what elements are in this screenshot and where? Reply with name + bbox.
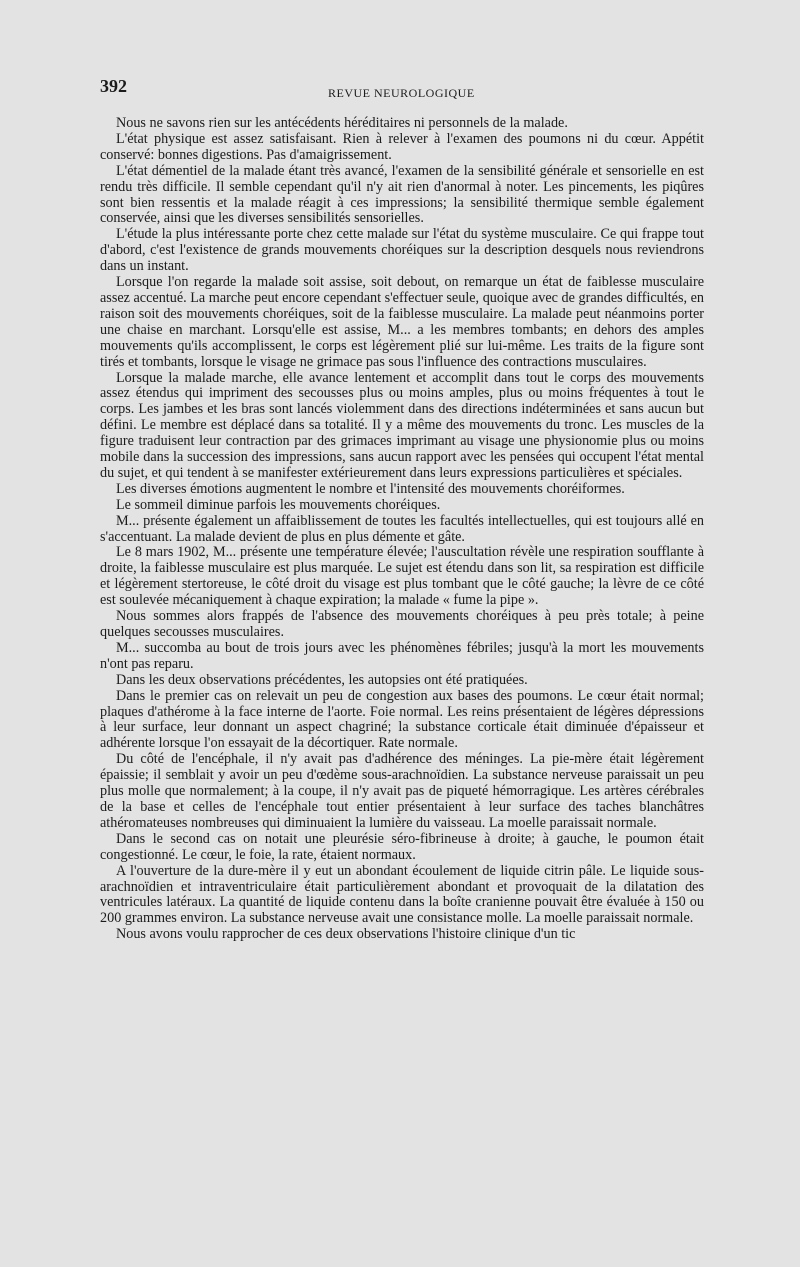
paragraph: Dans le premier cas on relevait un peu de congestion aux bases des poumons. Le cœur était normal; plaques d'athérome à la face interne de l'aorte. Foie normal. Les reins présentaient de légères dépressions à leur surface, leur donnant un aspect chagriné; la substance corticale était diminuée d'épaisseur et adhérente lorsque l'on essayait de la décortiquer. Rate normale. <box>100 687 704 752</box>
paragraph: Le 8 mars 1902, M... présente une température élevée; l'auscultation révèle une respiration soufflante à droite, la faiblesse musculaire est plus marquée. Le sujet est étendu dans son lit, sa respiration est difficile et légèrement stertoreuse, le côté droit du visage est plus tombant que le côté gauche; la lèvre de ce côté est soulevée mécaniquement à chaque expiration; la malade « fume la pipe ». <box>100 544 704 609</box>
paragraph: Lorsque la malade marche, elle avance lentement et accomplit dans tout le corps des mouvements assez étendus qui impriment des secousses plus ou moins amples, plus ou moins fréquentes à tout le corps. Les jambes et les bras sont lancés violemment dans des directions indéterminées et sans aucun but défini. Le membre est déplacé dans sa totalité. Il y a même des mouvements du tronc. Les muscles de la figure traduisent leur contraction par des grimaces imprimant au visage une physionomie plus ou moins mobile dans la succession des impressions, sans aucun rapport avec les pensées qui occupent l'état mental du sujet, et qui tendent à se manifester extérieurement dans leurs expressions particulières et spéciales. <box>100 369 704 481</box>
page-number: 392 <box>100 76 127 96</box>
paragraph: M... succomba au bout de trois jours avec les phénomènes fébriles; jusqu'à la mort les mouvements n'ont pas reparu. <box>100 639 704 672</box>
paragraph: Le sommeil diminue parfois les mouvements choréiques. <box>116 496 441 513</box>
paragraph: Dans les deux observations précédentes, les autopsies ont été pratiquées. <box>116 671 528 688</box>
paragraph: Nous avons voulu rapprocher de ces deux observations l'histoire clinique d'un tic <box>116 926 576 943</box>
paragraph: Les diverses émotions augmentent le nombre et l'intensité des mouvements choréiformes. <box>116 480 625 497</box>
running-head: REVUE NEUROLOGIQUE <box>328 86 475 100</box>
paragraph: M... présente également un affaiblissement de toutes les facultés intellectuelles, qui est toujours allé en s'accentuant. La malade devient de plus en plus démente et gâte. <box>100 512 704 545</box>
paragraph: Lorsque l'on regarde la malade soit assise, soit debout, on remarque un état de faiblesse musculaire assez accentué. La marche peut encore cependant s'effectuer seule, quoique avec de grandes difficultés, en raison soit des mouvements choréiques, soit de la faiblesse musculaire. La malade peut néanmoins porter une chaise en marchant. Lorsqu'elle est assise, M... a les membres tombants; en dehors des amples mouvements qu'ils accomplissent, le corps est légèrement plié sur lui-même. Les traits de la figure sont tirés et tombants, lorsque le visage ne grimace pas sous l'influence des contractions musculaires. <box>100 274 704 370</box>
paragraph: L'étude la plus intéressante porte chez cette malade sur l'état du système musculaire. Ce qui frappe tout d'abord, c'est l'existence de grands mouvements choréiques sur la description desquels nous reviendrons dans un instant. <box>100 226 704 275</box>
paragraph: Dans le second cas on notait une pleurésie séro-fibrineuse à droite; à gauche, le poumon était congestionné. Le cœur, le foie, la rate, étaient normaux. <box>100 830 704 863</box>
paragraph: Du côté de l'encéphale, il n'y avait pas d'adhérence des méninges. La pie-mère était légèrement épaissie; il semblait y avoir un peu d'œdème sous-arachnoïdien. La substance nerveuse paraissait un peu plus molle que normalement; à la coupe, il n'y avait pas de piqueté hémorragique. Les artères cérébrales de la base et celles de l'encéphale tout entier présentaient à leur surface des taches blanchâtres athéromateuses nombreuses qui diminuaient la lumière du vaisseau. La moelle paraissait normale. <box>100 751 704 831</box>
paragraph: L'état physique est assez satisfaisant. Rien à relever à l'examen des poumons ni du cœur. Appétit conservé: bonnes digestions. Pas d'amaigrissement. <box>100 130 704 163</box>
paragraph: L'état démentiel de la malade étant très avancé, l'examen de la sensibilité générale et sensorielle en est rendu très difficile. Il semble cependant qu'il n'y ait rien d'anormal à noter. Les pincements, les piqûres sont bien ressentis et la malade réagit à ces impressions; la sensibilité thermique semble également conservée, ainsi que les diverses sensibilités sensorielles. <box>100 162 704 227</box>
paragraph: A l'ouverture de la dure-mère il y eut un abondant écoulement de liquide citrin pâle. Le liquide sous-arachnoïdien et intraventriculaire était particulièrement abondant et provoquait de la dilatation des ventricules latéraux. La quantité de liquide contenu dans la boîte cranienne pouvait être évaluée à 150 ou 200 grammes environ. La substance nerveuse avait une consistance molle. La moelle paraissait normale. <box>100 862 704 927</box>
article-body <box>100 116 704 943</box>
paragraph: Nous sommes alors frappés de l'absence des mouvements choréiques à peu près totale; à peine quelques secousses musculaires. <box>100 608 704 640</box>
paragraph: Nous ne savons rien sur les antécédents héréditaires ni personnels de la malade. <box>116 115 568 131</box>
page-header <box>100 76 700 100</box>
